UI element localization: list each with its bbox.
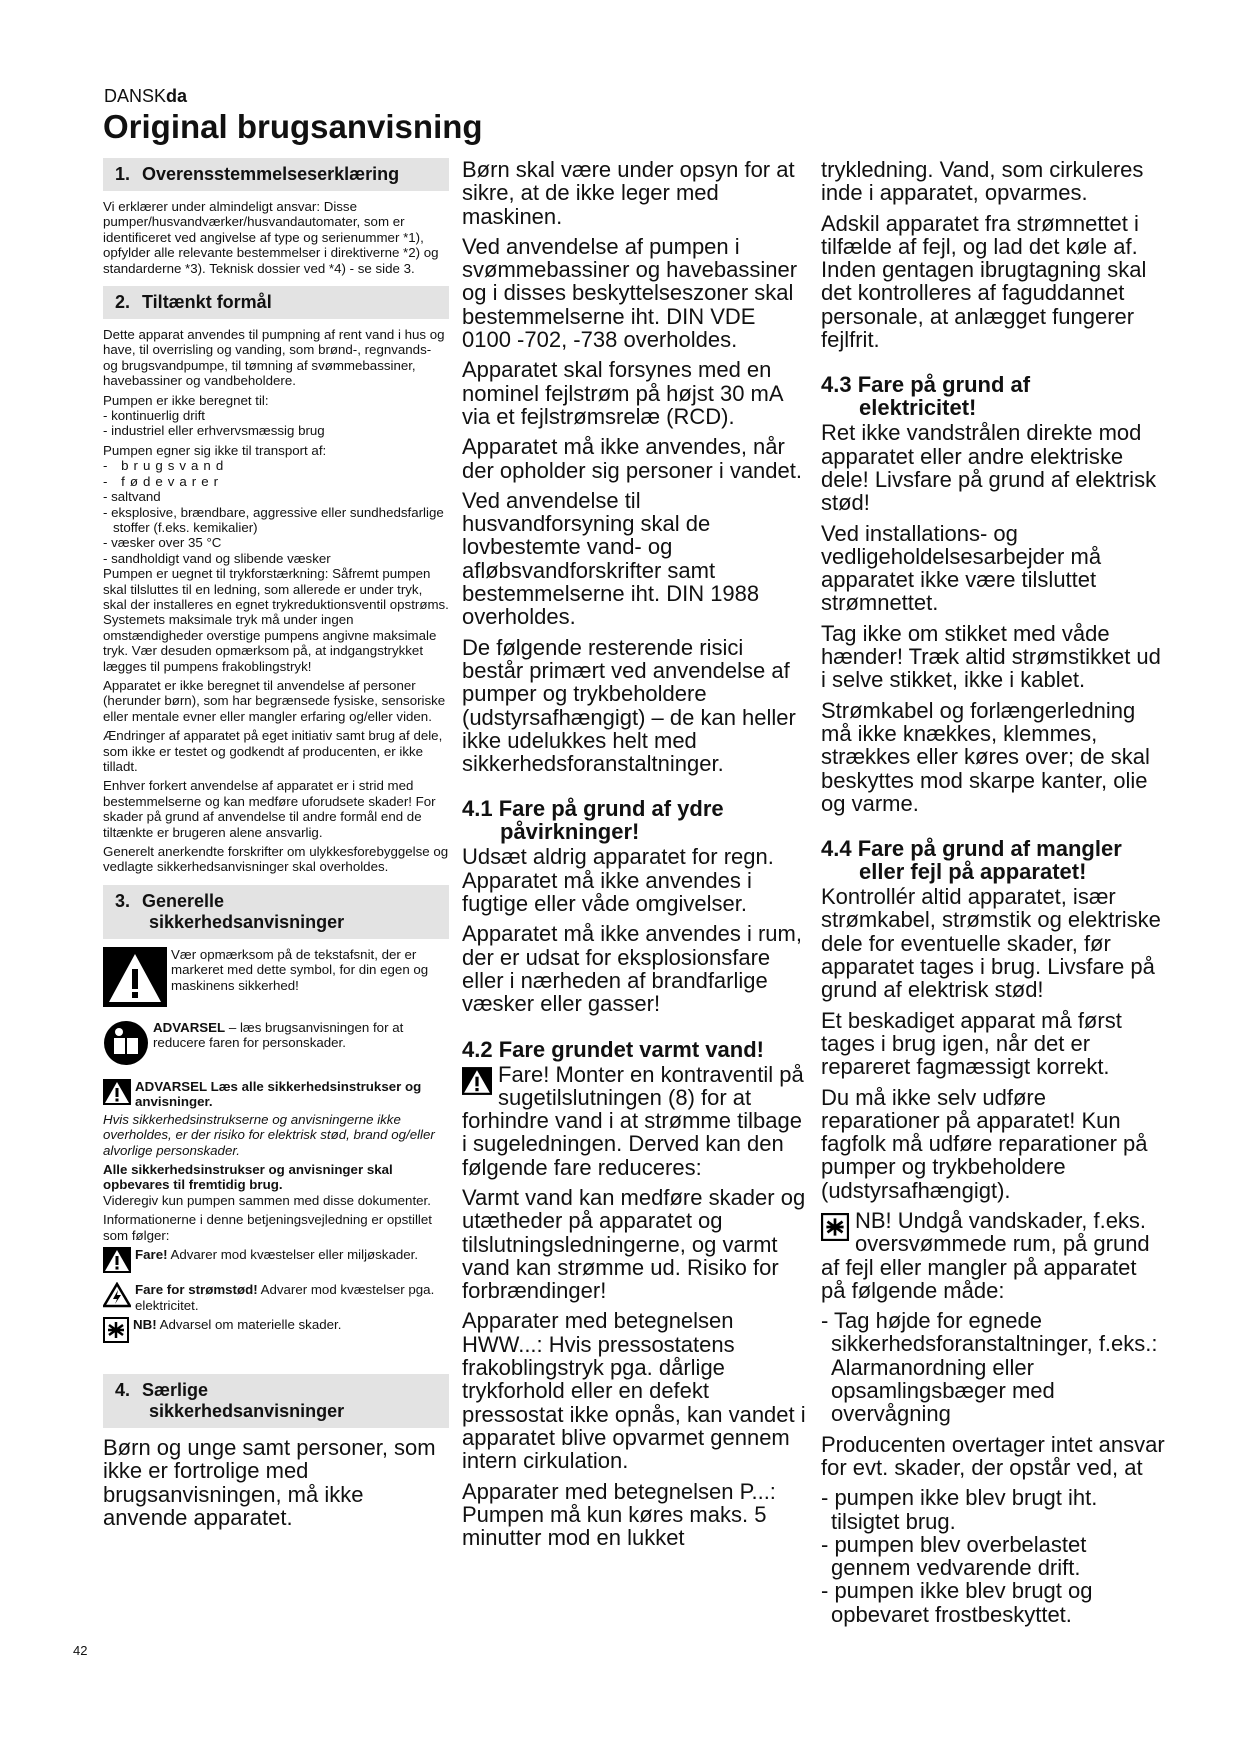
list-item: - Tag højde for egnede sikkerhedsforanstaltninger, f.eks.: Alarmanordning eller opsamlingsbæger med overvågning	[821, 1308, 1158, 1427]
paragraph: Børn skal være under opsyn for at sikre, at de ikke leger med maskinen.	[462, 157, 795, 229]
list-item: - pumpen blev overbelastet gennem vedvarende drift.	[821, 1531, 1087, 1581]
s3-keep-instructions: Alle sikkerhedsinstrukser og anvisninger skal opbevares til fremtidig brug.	[103, 1162, 393, 1193]
s3-pass-on: Videregiv kun pumpen sammen med disse dokumenter.	[103, 1192, 431, 1208]
subheading-4-1: 4.1 Fare på grund af ydre påvirkninger!	[462, 796, 724, 845]
legend-electric: Fare for strømstød! Advarer mod kvæstelser pga. elektricitet.	[103, 1282, 449, 1313]
s2-transport-intro: Pumpen egner sig ikke til transport af:	[103, 442, 327, 458]
section-4-heading: 4. Særlige sikkerhedsanvisninger	[103, 1374, 449, 1428]
paragraph: Ved anvendelse af pumpen i svømmebassiner og havebassiner og i disses beskyttelseszoner skal bestemmelserne iht. DIN VDE 0100 -702, -738 overholdes.	[462, 233, 798, 353]
section-1-body: Vi erklærer under almindeligt ansvar: Disse pumper/husvandværker/husvandautomater, som er identificeret ved angivelse af type og serienummer *1), opfylder alle relevante bestemmelser i direktiverne *2) og standarderne *3). Teknisk dossier ved *4) - se side 3.	[103, 199, 439, 276]
paragraph: Udsæt aldrig apparatet for regn. Apparatet må ikke anvendes i fugtige eller våde omgivelser.	[462, 844, 774, 917]
list-item: - fødevarer	[103, 473, 224, 489]
paragraph: Ved anvendelse til husvandforsyning skal de lovbestemte vand- og afløbsvandforskrifter samt bestemmelserne iht. DIN 1988 overholdes.	[462, 487, 760, 630]
list-item: - saltvand	[103, 489, 161, 505]
list-item: - industriel eller erhvervsmæssig brug	[103, 423, 325, 439]
list-item: - eksplosive, brændbare, aggressive eller sundhedsfarlige stoffer (f.eks. kemikalier)	[103, 504, 444, 535]
warning-triangle-icon	[462, 1067, 492, 1099]
warning-triangle-icon	[103, 1079, 131, 1110]
language-label: DANSKda	[104, 86, 188, 106]
s3-info-intro: Informationerne i denne betjeningsvejledning er opstillet som følger:	[103, 1212, 432, 1243]
list-item: - væsker over 35 °C	[103, 535, 222, 551]
legend-danger: Fare! Advarer mod kvæstelser eller miljøskader.	[103, 1247, 449, 1278]
page-number: 42	[73, 1643, 88, 1658]
section-3-heading: 3. Generelle sikkerhedsanvisninger	[103, 885, 449, 939]
note-damage-icon	[103, 1317, 129, 1348]
paragraph: De følgende resterende risici består primært ved anvendelse af pumper og trykbeholdere (udstyrsafhængigt) – de kan heller ikke udelukkes helt med sikkerhedsforanstaltninger.	[462, 634, 796, 777]
s2-paragraph: Pumpen er uegnet til trykforstærkning: Såfremt pumpen skal tilsluttes til en ledning, som allerede er under tryk, skal der installeres en egnet trykreduktionsventil opstrøms. Systemets maksimale tryk må under ingen omstændigheder overstige pumpens angivne maksimale tryk. Vær desuden opmærksom på, at indgangstrykket lægges til pumpens frakoblingstryk!	[103, 566, 449, 674]
s4-paragraph: Børn og unge samt personer, som ikke er fortrolige med brugsanvisningen, må ikke anvende apparatet.	[103, 1435, 436, 1530]
paragraph: Kontrollér altid apparatet, især strømkabel, strømstik og elektriske dele for eventuelle skader, før apparatet tages i brug. Livsfare på grund af elektrisk stød!	[821, 884, 1161, 1003]
paragraph: Et beskadiget apparat må først tages i brug igen, når det er repareret fagmæssigt korrekt.	[821, 1007, 1122, 1080]
list-item: - pumpen ikke blev brugt iht. tilsigtet brug.	[821, 1485, 1098, 1534]
warning-triangle-icon	[103, 1247, 131, 1278]
paragraph: Apparatet må ikke anvendes i rum, der er udsat for eksplosionsfare eller i nærheden af brandfarlige væsker eller gasser!	[462, 921, 802, 1017]
paragraph: Ved installations- og vedligeholdelsesarbejder må apparatet ikke være tilsluttet strømnettet.	[821, 520, 1102, 616]
paragraph: Apparater med betegnelsen P...: Pumpen må kun køres maks. 5 minutter mod en lukket	[462, 1478, 776, 1551]
subheading-4-3: 4.3 Fare på grund af elektricitet!	[821, 372, 1031, 421]
electric-hazard-icon	[103, 1282, 131, 1313]
paragraph: Ret ikke vandstrålen direkte mod apparatet eller andre elektriske dele! Livsfare på grund af elektrisk stød!	[821, 420, 1157, 516]
list-item: - kontinuerlig drift	[103, 408, 205, 424]
s2-paragraph: Enhver forkert anvendelse af apparatet er i strid med bestemmelserne og kan medføre uforudsete skader! For skader på grund af anvendelse til andre formål end de tiltænkte er brugeren alene ansvarlig.	[103, 778, 436, 840]
list-item: - pumpen ikke blev brugt og opbevaret frostbeskyttet.	[821, 1578, 1093, 1627]
paragraph: Apparater med betegnelsen HWW...: Hvis pressostatens frakoblingstryk pga. dårlige trykforhold eller en defekt pressostat ikke opnås, kan vandet i apparatet blive opvarmet gennem intern cirkulation.	[462, 1308, 806, 1474]
column-2	[462, 158, 808, 1556]
page-title: Original brugsanvisning	[103, 108, 483, 145]
column-1	[103, 158, 449, 1536]
general-warning: Vær opmærksom på de tekstafsnit, der er markeret med dette symbol, for din egen og maskinens sikkerhed!	[103, 947, 449, 1012]
paragraph: Producenten overtager intet ansvar for evt. skader, der opstår ved, at	[821, 1431, 1165, 1480]
list-item: - sandholdigt vand og slibende væsker	[103, 550, 331, 566]
s2-paragraph: Generelt anerkendte forskrifter om ulykkesforebyggelse og vedlagte sikkerhedsanvisninger skal overholdes.	[103, 844, 449, 875]
s2-paragraph: Dette apparat anvendes til pumpning af rent vand i hus og have, til overrisling og vanding, som brønd-, regnvands- og brugsvandpumpe, til tømning af svømmebassiner, havebassiner og vandbeholdere.	[103, 327, 445, 389]
section-2-heading: 2. Tiltænkt formål	[103, 286, 449, 319]
s3-italic-note: Hvis sikkerhedsinstrukserne og anvisningerne ikke overholdes, er der risiko for elektrisk stød, brand og/eller alvorlige personskader.	[103, 1111, 435, 1158]
legend-note: NB! Advarsel om materielle skader.	[103, 1317, 449, 1348]
read-manual-warning: ADVARSEL – læs brugsanvisningen for at reducere faren for personskader.	[103, 1020, 449, 1071]
subheading-4-4: 4.4 Fare på grund af mangler eller fejl på apparatet!	[821, 836, 1122, 885]
paragraph: Adskil apparatet fra strømnettet i tilfælde af fejl, og lad det køle af. Inden gentagen ibrugtagning skal det kontrolleres af faguddannet personale, at anlægget fungerer fejlfrit.	[821, 210, 1147, 353]
read-manual-icon	[103, 1020, 149, 1071]
paragraph: Apparatet skal forsynes med en nominel fejlstrøm på højst 30 mA via et fejlstrømsrelæ (RCD).	[462, 357, 783, 429]
column-3	[821, 158, 1167, 1626]
paragraph: trykledning. Vand, som cirkuleres inde i apparatet, opvarmes.	[821, 157, 1144, 206]
read-all-warning: ADVARSEL Læs alle sikkerhedsinstrukser og anvisninger.	[103, 1079, 449, 1110]
paragraph: Varmt vand kan medføre skader og utætheder på apparatet og tilslutningsledningerne, og varmt vand kan strømme ud. Risiko for forbrændinger!	[462, 1184, 806, 1304]
paragraph-danger: Fare! Monter en kontraventil på sugetilslutningen (8) for at forhindre vand i at strømme tilbage i sugeledningen. Derved kan den følgende fare reduceres:	[462, 1061, 804, 1180]
paragraph: Strømkabel og forlængerledning må ikke knækkes, klemmes, strækkes eller køres over; de skal beskyttes mod skarpe kanter, olie og varme.	[821, 697, 1150, 816]
note-damage-icon	[821, 1213, 849, 1245]
s2-paragraph: Ændringer af apparatet på eget initiativ samt brug af dele, som ikke er testet og godkendt af producenten, er ikke tilladt.	[103, 728, 443, 774]
paragraph: Du må ikke selv udføre reparationer på apparatet! Kun fagfolk må udføre reparationer på pumper og trykbeholdere (udstyrsafhængigt).	[821, 1084, 1148, 1203]
section-1-heading: 1. Overensstemmelseserklæring	[103, 158, 449, 191]
paragraph-note: NB! Undgå vandskader, f.eks. oversvømmede rum, på grund af fejl eller mangler på apparatet på følgende måde:	[821, 1207, 1150, 1303]
warning-triangle-icon	[103, 947, 167, 1012]
list-item: - brugsvand	[103, 458, 229, 474]
paragraph: Tag ikke om stikket med våde hænder! Træk altid strømstikket ud i selve stikket, ikke i kablet.	[821, 620, 1161, 693]
paragraph: Apparatet må ikke anvendes, når der opholder sig personer i vandet.	[462, 434, 802, 483]
subheading-4-2: 4.2 Fare grundet varmt vand!	[462, 1036, 764, 1062]
s2-paragraph: Apparatet er ikke beregnet til anvendelse af personer (herunder børn), som har begrænsede fysiske, sensoriske eller mentale evner eller mangler erfaring og/eller viden.	[103, 677, 446, 724]
s2-not-intended-intro: Pumpen er ikke beregnet til:	[103, 392, 269, 408]
